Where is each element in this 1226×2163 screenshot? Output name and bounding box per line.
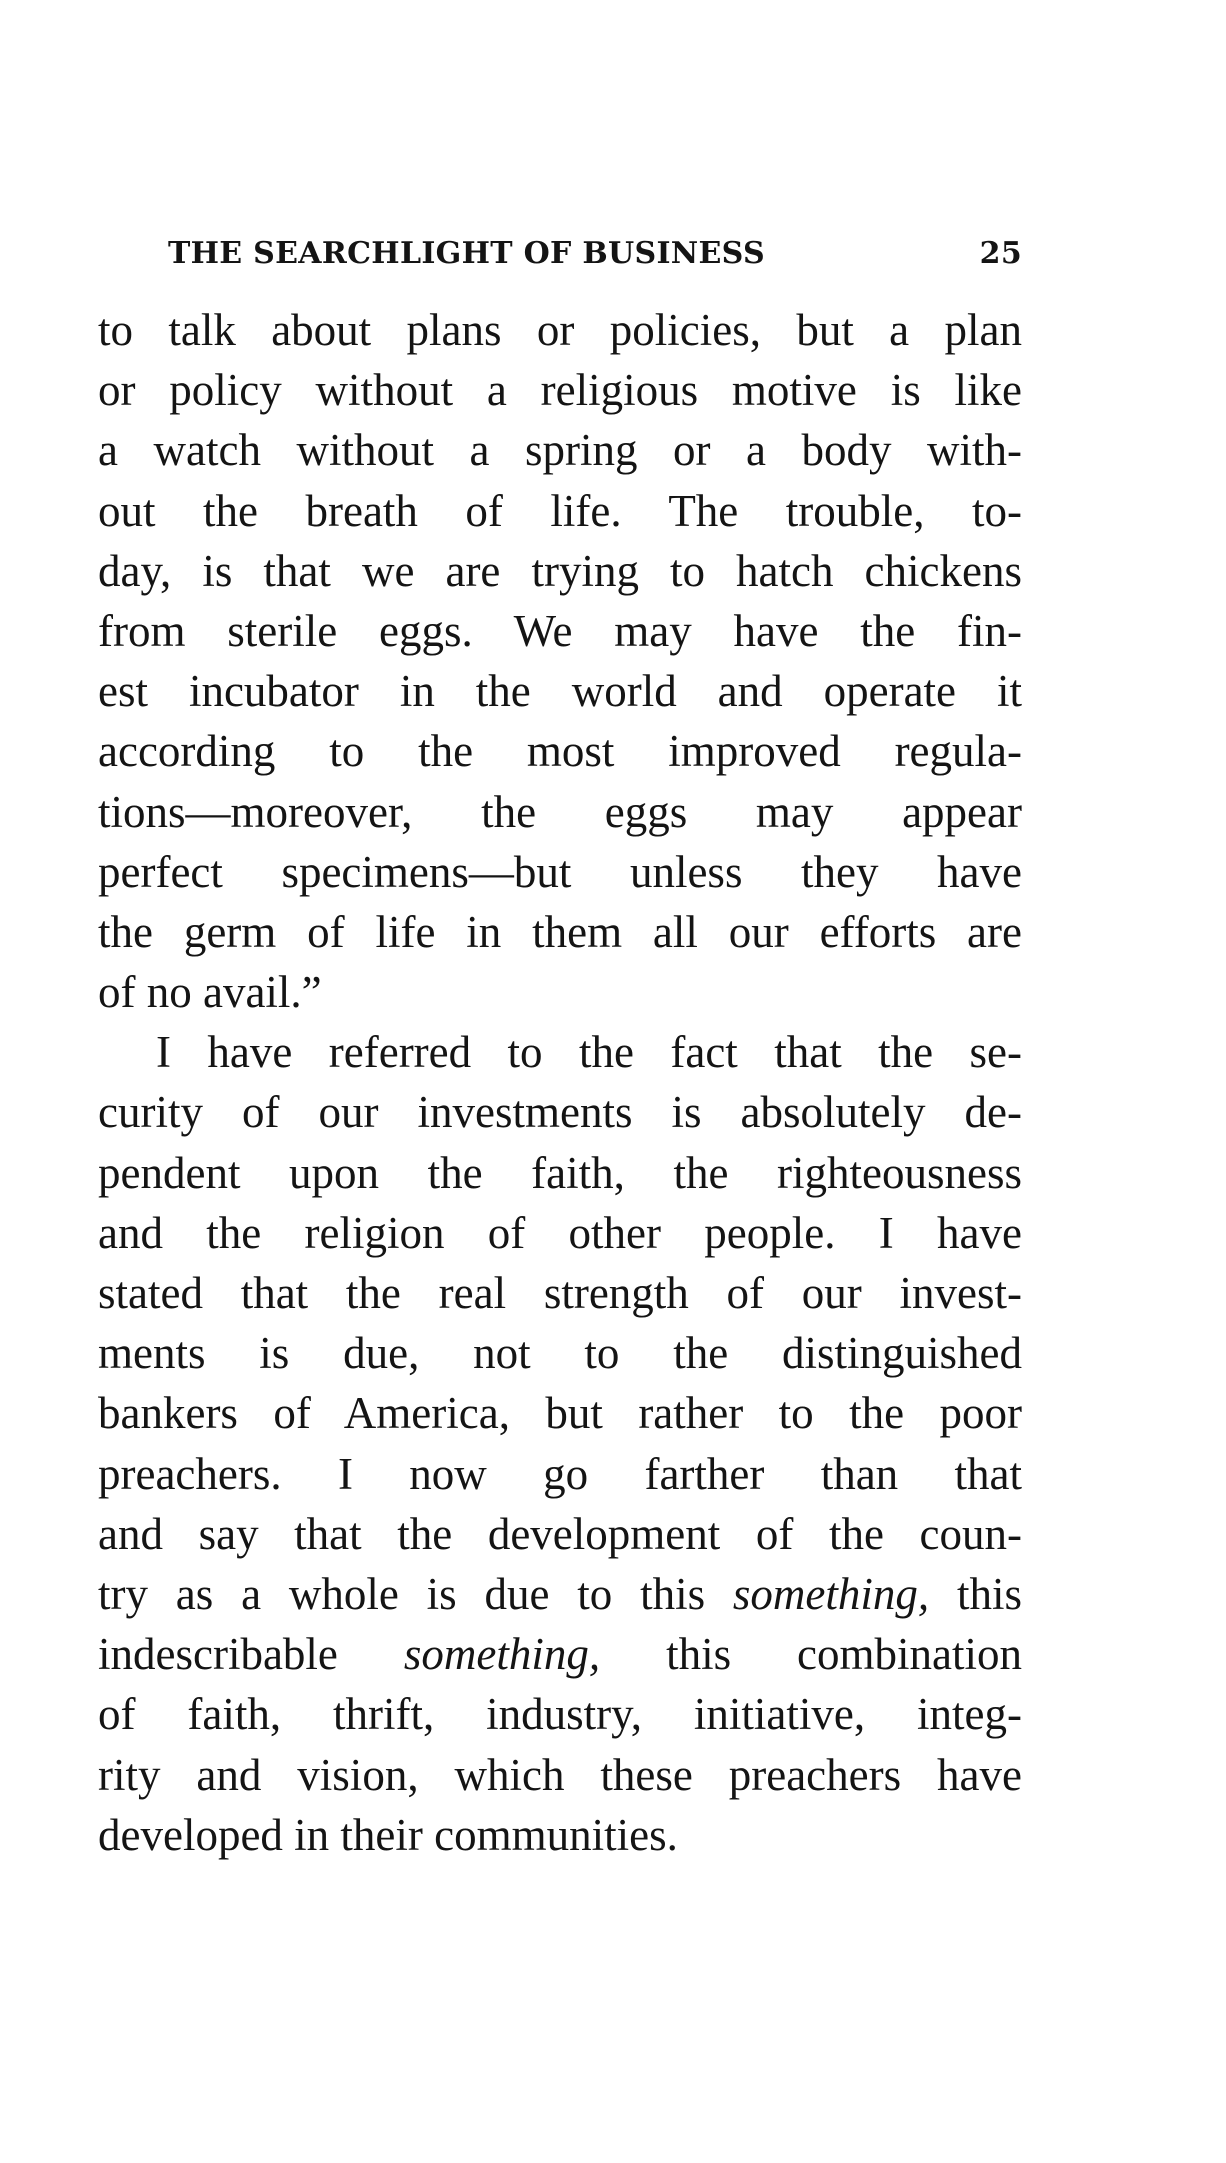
body-text [98,300,1022,1865]
text-line: out the breath of life. The trouble, to- [98,485,1022,536]
text-line: perfect specimens—but unless they have [98,846,1022,897]
text-line: ments is due, not to the distinguished [98,1328,1022,1379]
text-line: and the religion of other people. I have [98,1207,1022,1258]
text-line: tions—moreover, the eggs may appear [98,786,1022,837]
text-line: bankers of America, but rather to the poor [98,1388,1022,1439]
text-line: of no avail.” [98,967,322,1018]
text-run: this combination [600,1629,1022,1680]
text-line [98,1624,1022,1684]
italic-text: something, [732,1568,930,1619]
text-line: to talk about plans or policies, but a plan [98,305,1022,355]
text-line: of faith, thrift, industry, initiative, integ- [98,1689,1022,1740]
text-line: according to the most improved regula- [98,726,1022,777]
text-line: stated that the real strength of our invest- [98,1268,1022,1318]
text-line: preachers. I now go farther than that [98,1448,1022,1499]
text-line: day, is that we are trying to hatch chickens [98,545,1022,596]
italic-text: something, [403,1629,601,1680]
text-run: this [929,1568,1022,1619]
text-line: from sterile eggs. We may have the fin- [98,605,1022,656]
text-line: and say that the development of the coun- [98,1508,1022,1559]
text-line: I have referred to the fact that the se- [156,1027,1022,1078]
running-title: THE SEARCHLIGHT OF BUSINESS [168,236,765,271]
text-line: pendent upon the faith, the righteousness [98,1147,1022,1198]
text-line: the germ of life in them all our efforts are [98,906,1022,957]
text-line: developed in their communities. [98,1809,678,1860]
running-head [168,236,1022,286]
text-line [98,1564,1022,1624]
text-run: indescribable [98,1629,404,1680]
text-line: a watch without a spring or a body with- [98,425,1022,476]
text-run: try as a whole is due to this [98,1568,733,1619]
text-line: est incubator in the world and operate it [98,666,1022,717]
text-line: rity and vision, which these preachers have [98,1749,1022,1800]
text-line: curity of our investments is absolutely de- [98,1087,1022,1138]
page-number: 25 [979,236,1022,271]
text-line: or policy without a religious motive is like [98,365,1022,416]
